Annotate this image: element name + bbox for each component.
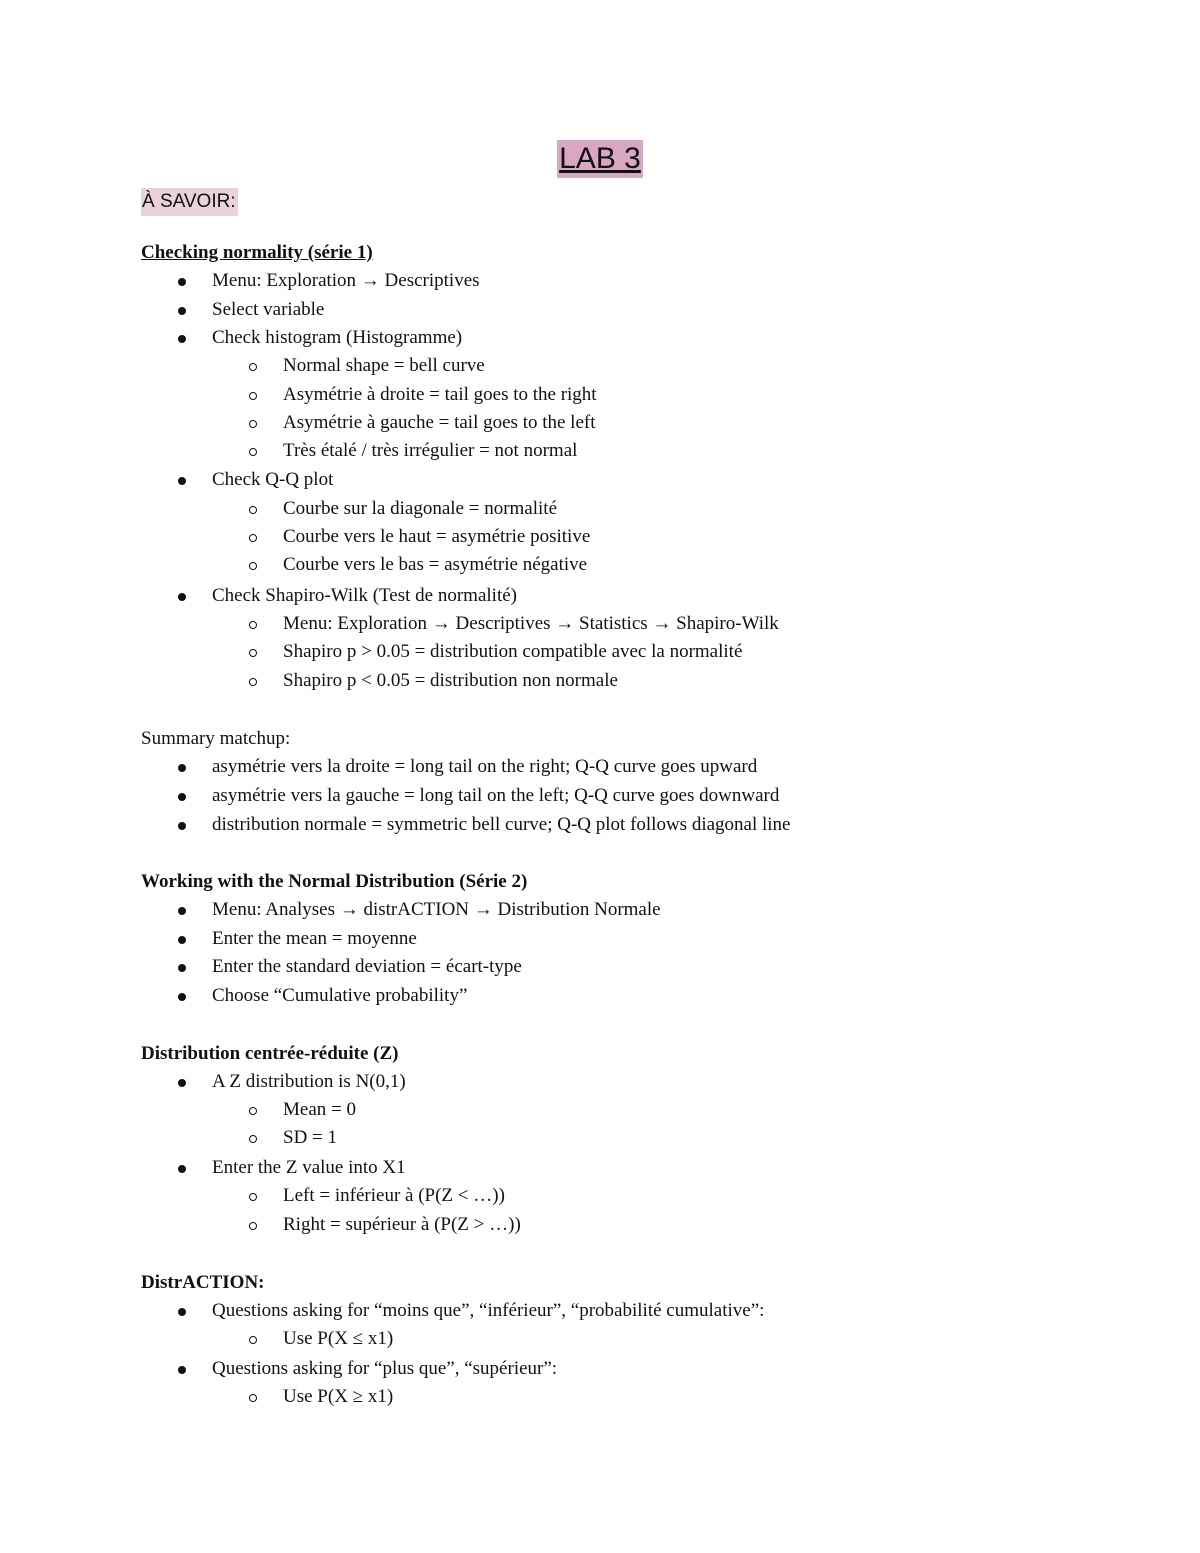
sub-list-item: Use P(X ≥ x1) (283, 1386, 394, 1407)
section-heading-distraction: DistrACTION: (141, 1272, 265, 1293)
sub-list-item: Courbe vers le bas = asymétrie négative (283, 554, 588, 575)
bullet-icon (178, 1079, 186, 1087)
sub-bullet-icon (249, 392, 257, 400)
summary-heading: Summary matchup: (141, 728, 291, 749)
list-item: distribution normale = symmetric bell curve; Q-Q plot follows diagonal line (212, 814, 791, 835)
section-heading-checking-normality: Checking normality (série 1) (141, 242, 373, 263)
bullet-icon (178, 764, 186, 772)
list-item: Check histogram (Histogramme) (212, 327, 463, 348)
sub-bullet-icon (249, 1135, 257, 1143)
list-item: Questions asking for “plus que”, “supérieur”: (212, 1358, 558, 1379)
sub-bullet-icon (249, 621, 257, 629)
list-item: Menu: Analyses → distrACTION → Distribution Normale (212, 899, 661, 920)
sub-list-item: Left = inférieur à (P(Z < …)) (283, 1185, 505, 1206)
sub-list-item: Courbe vers le haut = asymétrie positive (283, 526, 591, 547)
list-item: Choose “Cumulative probability” (212, 985, 468, 1006)
list-item: asymétrie vers la gauche = long tail on the left; Q-Q curve goes downward (212, 785, 780, 806)
section-heading-normal-distribution: Working with the Normal Distribution (Série 2) (141, 871, 528, 892)
sub-list-item: Mean = 0 (283, 1099, 356, 1120)
sub-bullet-icon (249, 506, 257, 514)
title-row (0, 140, 1200, 178)
sub-bullet-icon (249, 1193, 257, 1201)
sub-bullet-icon (249, 420, 257, 428)
bullet-icon (178, 1308, 186, 1316)
sub-list-item: Normal shape = bell curve (283, 355, 485, 376)
sub-bullet-icon (249, 363, 257, 371)
bullet-icon (178, 1366, 186, 1374)
list-item: Check Shapiro-Wilk (Test de normalité) (212, 585, 517, 606)
bullet-icon (178, 964, 186, 972)
sub-list-item: Asymétrie à gauche = tail goes to the left (283, 412, 596, 433)
bullet-icon (178, 1165, 186, 1173)
sub-list-item: Shapiro p > 0.05 = distribution compatible avec la normalité (283, 641, 743, 662)
bullet-icon (178, 793, 186, 801)
sub-bullet-icon (249, 1336, 257, 1344)
bullet-icon (178, 936, 186, 944)
section-subtitle: À SAVOIR: (141, 188, 238, 216)
sub-bullet-icon (249, 678, 257, 686)
sub-list-item: Très étalé / très irrégulier = not normal (283, 440, 578, 461)
bullet-icon (178, 593, 186, 601)
bullet-icon (178, 907, 186, 915)
bullet-icon (178, 335, 186, 343)
bullet-icon (178, 993, 186, 1001)
sub-list-item: SD = 1 (283, 1127, 338, 1148)
sub-bullet-icon (249, 448, 257, 456)
bullet-icon (178, 307, 186, 315)
list-item: A Z distribution is N(0,1) (212, 1071, 406, 1092)
sub-list-item: Right = supérieur à (P(Z > …)) (283, 1214, 521, 1235)
list-item: Select variable (212, 299, 325, 320)
list-item: Enter the standard deviation = écart-type (212, 956, 522, 977)
page-title: LAB 3 (557, 140, 643, 178)
sub-list-item: Shapiro p < 0.05 = distribution non normale (283, 670, 618, 691)
bullet-icon (178, 278, 186, 286)
list-item: Check Q-Q plot (212, 469, 334, 490)
section-heading-z-distribution: Distribution centrée-réduite (Z) (141, 1043, 399, 1064)
sub-bullet-icon (249, 649, 257, 657)
list-item: Questions asking for “moins que”, “inférieur”, “probabilité cumulative”: (212, 1300, 765, 1321)
sub-bullet-icon (249, 1394, 257, 1402)
sub-list-item: Asymétrie à droite = tail goes to the right (283, 384, 597, 405)
sub-bullet-icon (249, 1222, 257, 1230)
list-item: Menu: Exploration → Descriptives (212, 270, 480, 291)
sub-bullet-icon (249, 1107, 257, 1115)
list-item: Enter the Z value into X1 (212, 1157, 406, 1178)
sub-list-item: Menu: Exploration → Descriptives → Statistics → Shapiro-Wilk (283, 613, 779, 634)
sub-list-item: Use P(X ≤ x1) (283, 1328, 394, 1349)
sub-bullet-icon (249, 534, 257, 542)
list-item: asymétrie vers la droite = long tail on the right; Q-Q curve goes upward (212, 756, 758, 777)
sub-bullet-icon (249, 562, 257, 570)
sub-list-item: Courbe sur la diagonale = normalité (283, 498, 557, 519)
list-item: Enter the mean = moyenne (212, 928, 417, 949)
bullet-icon (178, 477, 186, 485)
bullet-icon (178, 822, 186, 830)
